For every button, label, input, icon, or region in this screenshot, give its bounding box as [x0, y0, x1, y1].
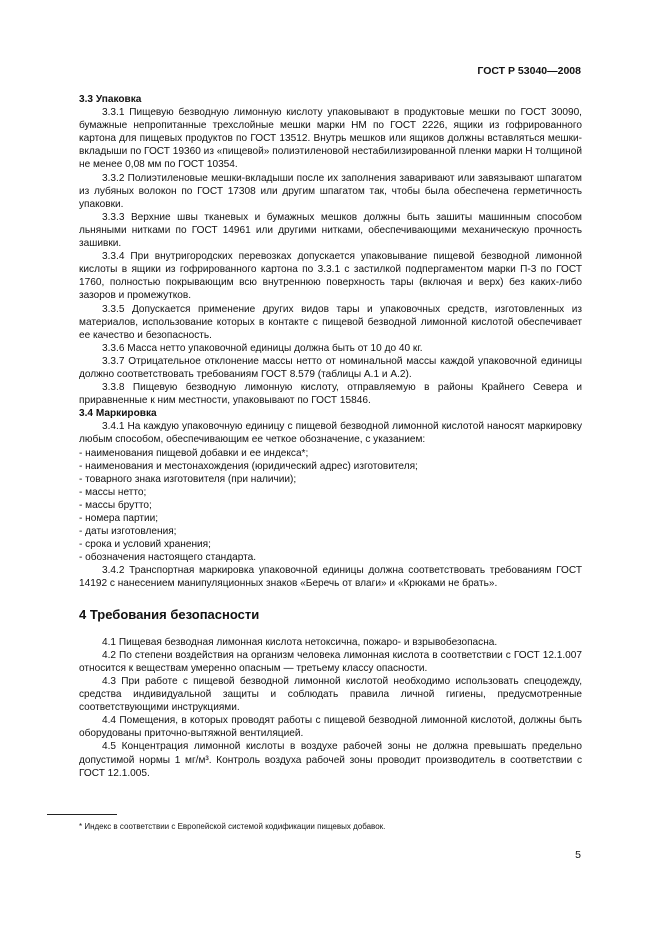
list-item: - обозначения настоящего стандарта.	[79, 552, 257, 564]
paragraph-3-3-4: 3.3.4 При внутригородских перевозках допускается упаковывание пищевой безводной лимонной кислоты в ящики из гофрированного картона по 3.3.1 с застилкой подпергаментом марки П-3 по ГОСТ 1760, полностью покрывающим всю внутреннюю поверхность тары (включая и верх) без каких-либо зазоров и промежутков.	[79, 251, 582, 302]
list-item: - срока и условий хранения;	[79, 539, 211, 551]
footnote: * Индекс в соответствии с Европейской системой кодификации пищевых добавок.	[79, 822, 386, 831]
paragraph-3-3-2: 3.3.2 Полиэтиленовые мешки-вкладыши после их заполнения заваривают или завязывают шпагатом из лубяных волокон по ГОСТ 17308 или другим шпагатом так, чтобы была обеспечена герметичность упаковки.	[79, 172, 582, 210]
document-body	[79, 93, 582, 780]
paragraph-3-4-1: 3.4.1 На каждую упаковочную единицу с пищевой безводной лимонной кислотой наносят маркировку любым способом, обеспечивающим ее четкое обозначение, с указанием:	[79, 421, 582, 446]
list-item: - даты изготовления;	[79, 526, 177, 538]
paragraph-3-3-6: 3.3.6 Масса нетто упаковочной единицы должна быть от 10 до 40 кг.	[102, 342, 423, 354]
paragraph-4-4: 4.4 Помещения, в которых проводят работы с пищевой безводной лимонной кислотой, должны быть оборудованы приточно-вытяжной вентиляцией.	[79, 715, 582, 740]
paragraph-4-5: 4.5 Концентрация лимонной кислоты в воздухе рабочей зоны не должна превышать предельно допустимой нормы 1 мг/м³. Контроль воздуха рабочей зоны проводит производитель в соответствии с ГОСТ 12.1.005.	[79, 741, 582, 779]
paragraph-3-3-7: 3.3.7 Отрицательное отклонение массы нетто от номинальной массы каждой упаковочной единицы должно соответствовать требованиям ГОСТ 8.579 (таблицы А.1 и А.2).	[79, 355, 582, 380]
section-3-3-title: 3.3 Упаковка	[79, 94, 142, 105]
list-item: - массы брутто;	[79, 499, 152, 511]
footnote-separator	[47, 814, 117, 815]
paragraph-4-2: 4.2 По степени воздействия на организм человека лимонная кислота в соответствии с ГОСТ 12.1.007 относится к веществам умеренно опасным — третьему классу опасности.	[79, 649, 582, 674]
section-3-4-title: 3.4 Маркировка	[79, 408, 157, 420]
section-4-title: 4 Требования безопасности	[79, 606, 260, 622]
paragraph-4-1: 4.1 Пищевая безводная лимонная кислота нетоксична, пожаро- и взрывобезопасна.	[102, 636, 498, 648]
paragraph-3-3-3: 3.3.3 Верхние швы тканевых и бумажных мешков должны быть зашиты машинным способом льняными нитками по ГОСТ 14961 или другими нитками, обеспечивающими механическую прочность зашивки.	[79, 211, 582, 250]
list-item: - наименования пищевой добавки и ее индекса*;	[79, 447, 309, 459]
paragraph-3-3-8: 3.3.8 Пищевую безводную лимонную кислоту, отправляемую в районы Крайнего Севера и приравненные к ним местности, упаковывают по ГОСТ 15846.	[79, 382, 582, 407]
list-item: - номера партии;	[79, 513, 159, 524]
document-header: ГОСТ Р 53040—2008	[477, 65, 581, 77]
paragraph-4-3: 4.3 При работе с пищевой безводной лимонной кислотой необходимо использовать спецодежду, средства индивидуальной защиты и соблюдать правила личной гигиены, предусмотренные соответствующими инструкциями.	[79, 675, 582, 714]
paragraph-3-3-5: 3.3.5 Допускается применение других видов тары и упаковочных средств, изготовленных из материалов, использование которых в контакте с пищевой безводной лимонной кислотой обеспечивает ее качество и безопасность.	[79, 303, 582, 341]
list-item: - массы нетто;	[79, 486, 147, 498]
list-item: - товарного знака изготовителя (при наличии);	[79, 473, 297, 485]
paragraph-3-4-2: 3.4.2 Транспортная маркировка упаковочной единицы должна соответствовать требованиям ГОСТ 14192 с нанесением манипуляционных знаков «Беречь от влаги» и «Крюками не брать».	[79, 565, 582, 590]
list-item: - наименования и местонахождения (юридический адрес) изготовителя;	[79, 460, 418, 472]
paragraph-3-3-1: 3.3.1 Пищевую безводную лимонную кислоту упаковывают в продуктовые мешки по ГОСТ 30090, бумажные непропитанные трехслойные мешки марки НМ по ГОСТ 2226, ящики из гофрированного картона для пищевых продуктов по ГОСТ 13512. Внутрь мешков или ящиков должны вставляться мешки-вкладыши по ГОСТ 19360 из «пищевой» полиэтиленовой нестабилизированной пленки марки Н толщиной не менее 0,08 мм по ГОСТ 10354.	[79, 107, 582, 171]
page-number: 5	[575, 849, 581, 861]
